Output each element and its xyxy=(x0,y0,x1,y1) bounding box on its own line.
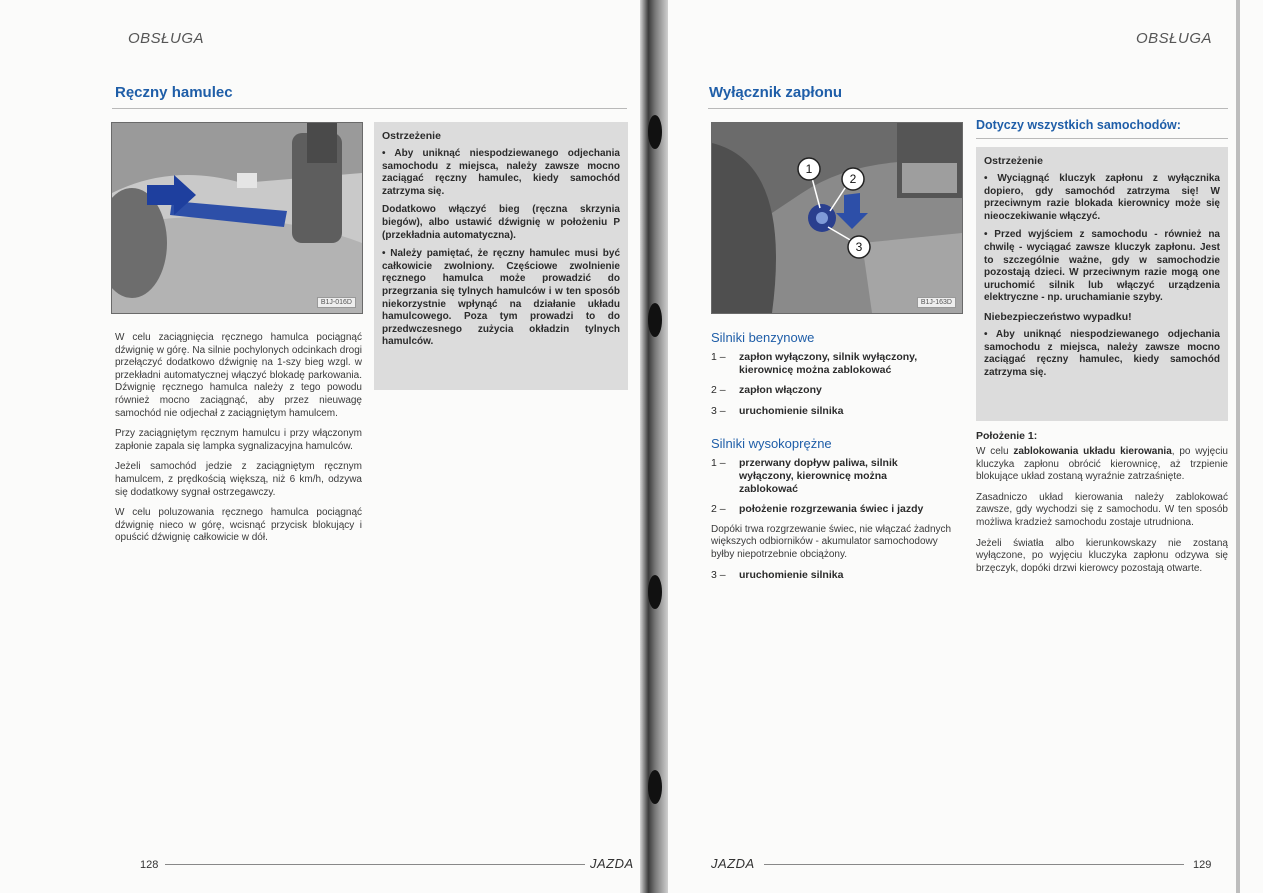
accident-danger-heading: Niebezpieczeństwo wypadku! xyxy=(984,310,1132,323)
warning-paragraph-2: Dodatkowo włączyć bieg (ręczna skrzynia biegów), albo ustawić dźwignię w położeniu P (przekładnia automatyczna). xyxy=(382,204,620,241)
callout-1: 1 xyxy=(805,162,813,176)
handbrake-title: Ręczny hamulec xyxy=(115,84,233,101)
list-item: 2 – zapłon włączony xyxy=(711,384,822,397)
body-paragraph-3: Jeżeli samochód jedzie z zaciągniętym ręcznym hamulcem, z prędkością większą, niż 6 km/h, odzywa się dodatkowy sygnał ostrzegawczy. xyxy=(115,461,362,498)
ignition-illustration xyxy=(712,123,962,313)
binder-hole xyxy=(648,115,662,149)
engines-column xyxy=(711,330,963,590)
warning-paragraph-3: • Aby uniknąć niespodziewanego odjechania samochodu z miejsca, należy zawsze mocno zaciągać ręczny hamulec, kiedy samochód zatrzyma się. xyxy=(984,328,1220,378)
warning-heading: Ostrzeżenie xyxy=(382,130,441,142)
petrol-engines-title: Silniki benzynowe xyxy=(711,330,815,345)
binder-hole xyxy=(648,770,662,804)
photo-code-right: B1J-163D xyxy=(917,297,956,308)
right-running-header: OBSŁUGA xyxy=(1136,30,1213,47)
list-item: 3 – uruchomienie silnika xyxy=(711,404,844,417)
body-paragraph-4: W celu poluzowania ręcznego hamulca pociągnąć dźwignię nieco w górę, wcisnąć przycisk blokujący i opuścić dźwignię całkowicie w dół. xyxy=(115,507,362,544)
body-paragraph-1: W celu zaciągnięcia ręcznego hamulca pociągnąć dźwignię w górę. Na silnie pochylonych odcinkach drogi przełączyć dodatkowo dźwignię na 1-szy bieg wzgl. w przekładni automatycznej włączyć blokadę parkowania. Dźwignię ręcznego hamulca należy z tego powodu również mocno zaciągnąć, aby przez nieuwagę samochód nie odjechał z zaciągniętym hamulcem. xyxy=(115,332,362,419)
page-edge xyxy=(1236,0,1240,893)
petrol-positions-list xyxy=(711,351,963,418)
warning-paragraph-2: • Przed wyjściem z samochodu - również na chwilę - wyciągać zawsze kluczyk zapłonu. Jest to szczególnie ważne, gdy w samochodzie pozostają dzieci. W przeciwnym razie mogą one uruchomić silnik lub włączyć urządzenia elektryczne - np. uruchamianie szyby. xyxy=(984,229,1220,304)
handbrake-photo xyxy=(111,122,363,314)
footer-rule-left xyxy=(165,864,585,865)
binder-hole xyxy=(648,575,662,609)
ignition-photo xyxy=(711,122,963,314)
handbrake-warning-box xyxy=(374,122,628,390)
position-1-label: Położenie 1: xyxy=(976,430,1038,442)
ignition-title: Wyłącznik zapłonu xyxy=(709,84,843,101)
photo-code-left: B1J-016D xyxy=(317,297,356,308)
position-1-paragraph-1: W celu zablokowania układu kierowania, po wyjęciu kluczyka zapłonu obrócić kierownicę, aż trzpienie blokujące układ zostaną wyraźnie zatrzaśnięte. xyxy=(976,446,1228,483)
position-1-paragraph-2: Zasadniczo układ kierowania należy zablokować zawsze, gdy wychodzi się z samochodu. W ten sposób możliwa kradzież samochodu zostaje utrudniona. xyxy=(976,491,1228,528)
body-paragraph-2: Przy zaciągniętym ręcznym hamulcu i przy włączonym zapłonie zapala się lampka sygnalizacyjna hamulców. xyxy=(115,428,362,452)
diesel-positions-list-2 xyxy=(711,569,963,582)
binder-hole xyxy=(648,303,662,337)
page-number-left: 128 xyxy=(140,859,159,871)
list-item: 1 – zapłon wyłączony, silnik wyłączony, kierownicę można zablokować xyxy=(711,351,918,377)
warning-paragraph-1: • Aby uniknąć niespodziewanego odjechania samochodu z miejsca, należy zawsze mocno zaciągać ręczny hamulec, kiedy samochód zatrzyma się. xyxy=(382,148,620,197)
position-1-section xyxy=(976,430,1228,583)
diesel-engines-title: Silniki wysokoprężne xyxy=(711,435,832,451)
glow-plug-note: Dopóki trwa rozgrzewanie świec, nie włączać żadnych większych odbiorników - akumulator samochodowy byłby niepotrzebnie obciążony. xyxy=(711,523,952,560)
list-item: 2 – położenie rozgrzewania świec i jazdy xyxy=(711,503,924,516)
title-rule xyxy=(708,108,1228,109)
diesel-positions-list xyxy=(711,457,963,517)
callout-3: 3 xyxy=(855,240,863,254)
title-rule xyxy=(112,108,627,109)
all-cars-title: Dotyczy wszystkich samochodów: xyxy=(976,118,1181,132)
list-item: 3 – uruchomienie silnika xyxy=(711,569,844,582)
footer-label-left: JAZDA xyxy=(590,856,634,871)
page-number-right: 129 xyxy=(1193,859,1212,871)
warning-paragraph-1: • Wyciągnąć kluczyk zapłonu z wyłącznika dopiero, gdy samochód zatrzyma się! W przeciwnym razie blokada kierownicy może się nieoczekiwanie włączyć. xyxy=(984,173,1220,222)
footer-rule-right xyxy=(764,864,1184,865)
ignition-warning-box xyxy=(976,147,1228,421)
handbrake-body xyxy=(115,332,362,553)
position-1-paragraph-3: Jeżeli światła albo kierunkowskazy nie zostaną wyłączone, po wyjęciu kluczyka zapłonu odzywa się brzęczyk, dopóki drzwi kierowcy pozostają otwarte. xyxy=(976,537,1228,574)
warning-heading: Ostrzeżenie xyxy=(984,155,1043,167)
callout-2: 2 xyxy=(849,172,857,186)
subtitle-rule xyxy=(976,138,1228,139)
list-item: 1 – przerwany dopływ paliwa, silnik wyłączony, kierownicę można zablokować xyxy=(711,456,898,496)
all-cars-column xyxy=(976,118,1228,132)
handbrake-illustration xyxy=(112,123,362,313)
left-running-header: OBSŁUGA xyxy=(128,30,205,47)
right-page xyxy=(668,0,1263,893)
footer-label-right: JAZDA xyxy=(711,856,755,871)
warning-paragraph-3: • Należy pamiętać, że ręczny hamulec musi być całkowicie zwolniony. Częściowe zwolnienie ręcznego hamulca może prowadzić do przegrzania się tylnych hamulców i w ten sposób niekorzystnie wpłynąć na działanie układu hamulcowego. Poza tym prowadzi to do przedwczesnego zużycia okładzin tylnych hamulców. xyxy=(382,248,620,348)
